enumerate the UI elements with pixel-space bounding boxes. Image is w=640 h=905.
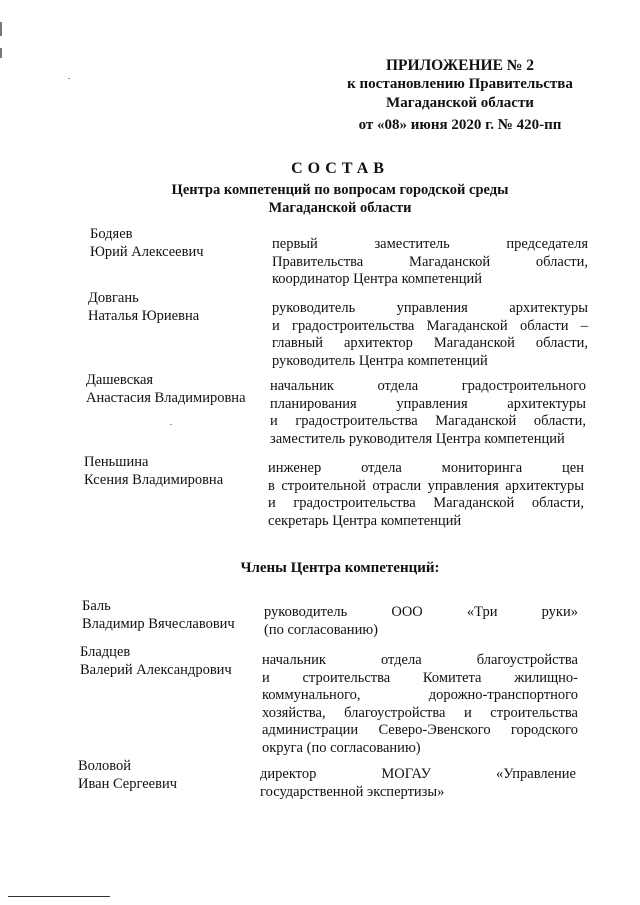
appendix-header: [330, 56, 590, 135]
role-line: и градостроительства Магаданской области,: [268, 495, 584, 511]
person-surname: Бодяев: [90, 226, 133, 242]
person-given-name: Владимир Вячеславович: [82, 615, 235, 632]
role-line: Правительства Магаданской области,: [272, 253, 588, 270]
person-name: [88, 290, 268, 325]
title-line-1: Центра компетенций по вопросам городской среды: [171, 182, 509, 198]
role-line: директор МОГАУ «Управление: [260, 766, 576, 782]
person-surname: Дашевская: [86, 372, 154, 388]
role-line: государственной экспертизы»: [260, 783, 445, 800]
role-line: и градостроительства Магаданской области –: [272, 317, 588, 334]
person-given-name: Ксения Владимировна: [84, 471, 224, 488]
person-given-name: Анастасия Владимировна: [86, 389, 246, 406]
scan-speck: [170, 424, 172, 425]
appendix-line-3: от «08» июня 2020 г. № 420-пп: [358, 117, 562, 133]
person-role: [262, 652, 578, 757]
person-given-name: Иван Сергеевич: [78, 775, 178, 792]
role-line: (по согласованию): [264, 621, 378, 638]
role-line: координатор Центра компетенций: [272, 271, 483, 287]
scan-speck: [68, 78, 70, 79]
role-line: администрации Северо-Эвенского городского: [262, 722, 578, 738]
document-title-block: [70, 159, 610, 217]
margin-tick: [0, 48, 2, 58]
person-surname: Воловой: [78, 758, 131, 774]
person-surname: Бладцев: [80, 644, 131, 660]
role-line: инженер отдела мониторинга цен: [268, 460, 584, 476]
appendix-line-2: Магаданской области: [386, 95, 534, 111]
margin-tick: [0, 22, 2, 36]
document-title: СОСТАВ: [291, 160, 389, 177]
person-name: [80, 644, 260, 679]
role-line: главный архитектор Магаданской области,: [272, 335, 588, 351]
person-name: [84, 454, 264, 489]
appendix-line-1: к постановлению Правительства: [347, 76, 573, 92]
role-line: руководитель Центра компетенций: [272, 352, 488, 369]
role-line: и строительства Комитета жилищно-: [262, 669, 578, 686]
role-line: начальник отдела благоустройства: [262, 652, 578, 668]
person-name: [78, 758, 258, 793]
title-line-2: Магаданской области: [268, 200, 412, 216]
person-given-name: Юрий Алексеевич: [90, 243, 204, 260]
person-surname: Пеньшина: [84, 454, 149, 470]
person-role: [270, 378, 586, 448]
person-given-name: Наталья Юриевна: [88, 307, 200, 324]
role-line: и градостроительства Магаданской области,: [270, 413, 586, 429]
role-line: в строительной отрасли управления архитектуры: [268, 477, 584, 494]
person-given-name: Валерий Александрович: [80, 661, 232, 678]
role-line: хозяйства, благоустройства и строительства: [262, 704, 578, 721]
person-role: [260, 766, 576, 801]
role-line: руководитель управления архитектуры: [272, 300, 588, 316]
person-role: [264, 604, 578, 639]
role-line: коммунального, дорожно-транспортного: [262, 687, 578, 703]
role-line: округа (по согласованию): [262, 739, 421, 756]
footer-rule: [8, 896, 110, 897]
members-heading: Члены Центра компетенций:: [240, 560, 440, 576]
role-line: руководитель ООО «Три руки»: [264, 604, 578, 620]
person-surname: Довгань: [88, 290, 139, 306]
person-role: [268, 460, 584, 530]
role-line: планирования управления архитектуры: [270, 395, 586, 412]
role-line: заместитель руководителя Центра компетенций: [270, 430, 565, 447]
role-line: секретарь Центра компетенций: [268, 512, 462, 529]
role-line: первый заместитель председателя: [272, 236, 588, 252]
person-role: [272, 300, 588, 370]
person-name: [82, 598, 262, 633]
person-name: [86, 372, 266, 407]
role-line: начальник отдела градостроительного: [270, 378, 586, 394]
person-surname: Баль: [82, 598, 111, 614]
person-role: [272, 236, 588, 289]
appendix-label: ПРИЛОЖЕНИЕ № 2: [386, 57, 534, 74]
person-name: [90, 226, 270, 261]
